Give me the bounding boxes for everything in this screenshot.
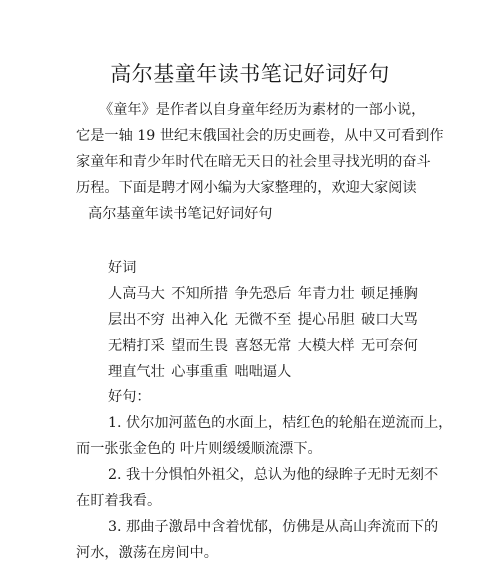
- intro-line: 高尔基童年读书笔记好词好句: [88, 206, 273, 222]
- sentence-line: 而一张张金色的 叶片则缓缓顺流漂下。: [76, 441, 322, 457]
- intro-line: 历程。下面是聘才网小编为大家整理的，欢迎大家阅读: [76, 180, 417, 196]
- words-line: 理直气壮 心事重重 咄咄逼人: [108, 364, 292, 380]
- document-title: 高尔基童年读书笔记好词好句: [110, 62, 390, 86]
- words-line: 层出不穷 出神入化 无微不至 提心吊胆 破口大骂: [108, 312, 418, 328]
- words-heading: 好词: [108, 260, 137, 276]
- sentence-line: 3. 那曲子激昂中含着忧郁，仿佛是从高山奔流而下的: [108, 519, 439, 535]
- sentence-line: 1. 伏尔加河蓝色的水面上，桔红色的轮船在逆流而上，: [108, 415, 453, 431]
- intro-line: 《童年》是作者以自身童年经历为素材的一部小说，: [99, 102, 426, 118]
- sentence-line: 在盯着我看。: [76, 493, 162, 509]
- intro-line: 它是一轴 19 世纪末俄国社会的历史画卷，从中又可看到作: [76, 128, 444, 144]
- intro-line: 家童年和青少年时代在暗无天日的社会里寻找光明的奋斗: [76, 154, 431, 170]
- words-line: 无精打采 望而生畏 喜怒无常 大模大样 无可奈何: [108, 338, 418, 354]
- sentence-line: 2. 我十分惧怕外祖父，总认为他的绿眸子无时无刻不: [108, 467, 439, 483]
- words-line: 人高马大 不知所措 争先恐后 年青力壮 顿足捶胸: [108, 286, 418, 302]
- sentence-line: 河水，激荡在房间中。: [76, 545, 218, 561]
- sentences-heading: 好句：: [108, 389, 151, 405]
